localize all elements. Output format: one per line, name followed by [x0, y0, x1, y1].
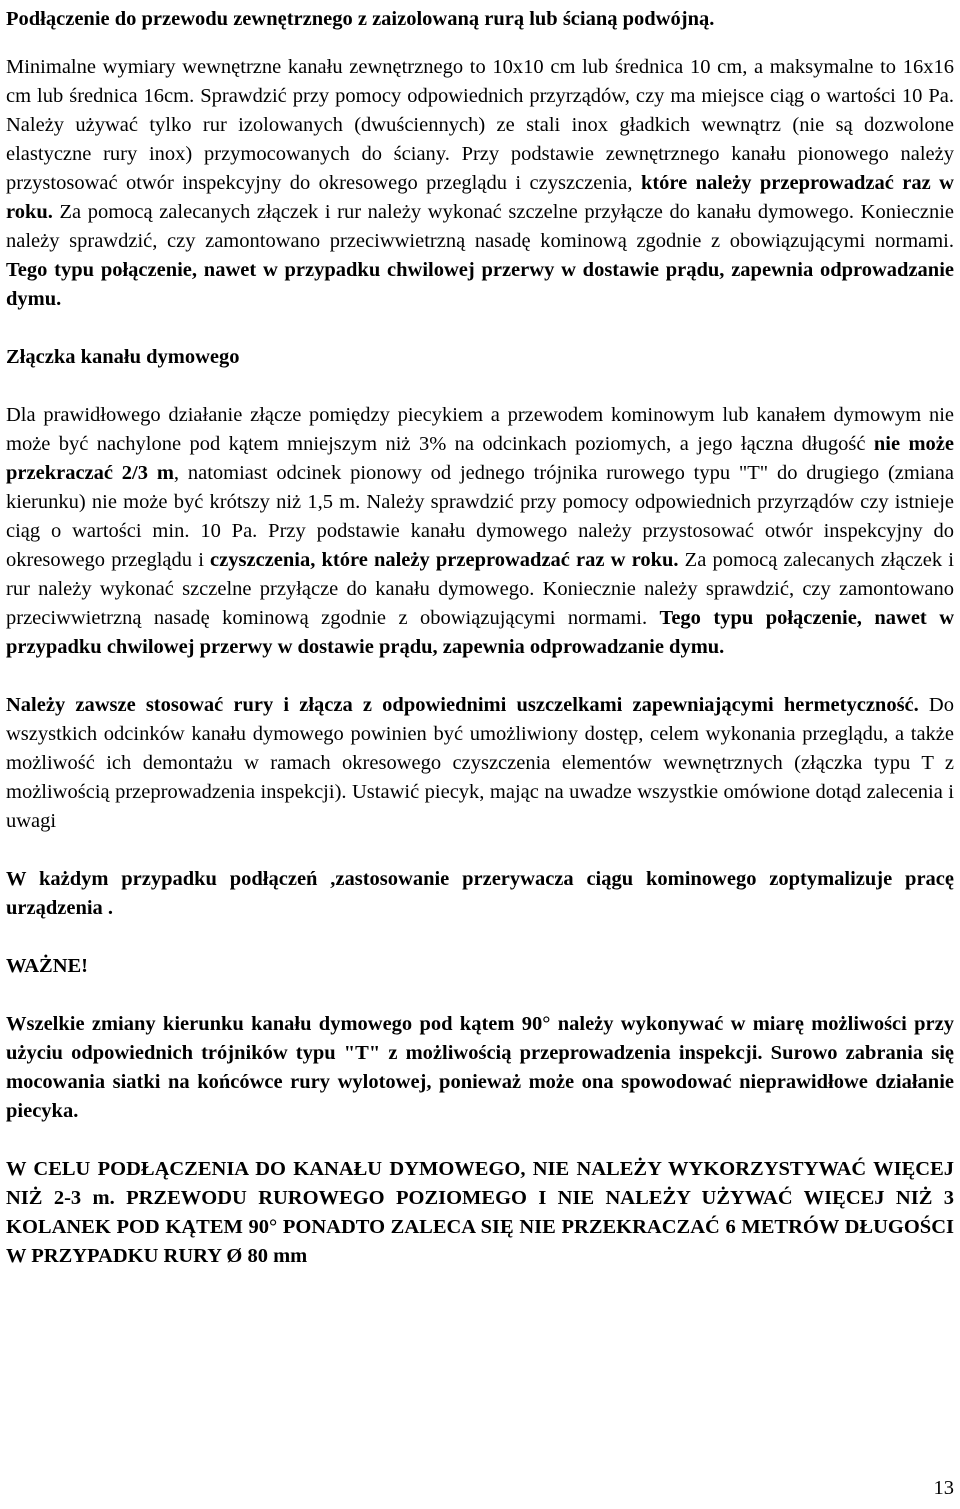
text-run: Za pomocą zalecanych złączek i rur należy wykonać szczelne przyłącze do kanału dymowego. Koniecznie należy sprawdzić, czy zamontowano przeciwwietrzną nasadę kominową zgodnie z obowiązującymi normami. — [6, 549, 954, 629]
text-run: Do wszystkich odcinków kanału dymowego powinien być umożliwiony dostęp, celem wykonania przeglądu, a także możliwość ich demontażu w ramach okresowego czyszczenia elementów wewnętrznych (złączka typu T z możliwością przeprowadzenia inspekcji). Ustawić piecyk, mając na uwadze wszystkie omówione dotąd zalecenia i uwagi — [6, 694, 954, 832]
bold-run: Należy zawsze stosować rury i złącza z odpowiednimi uszczelkami zapewniającymi hermetyczność. — [6, 694, 919, 716]
paragraph-external-flue — [6, 53, 954, 314]
text-run: Dla prawidłowego działanie złącze pomiędzy piecykiem a przewodem kominowym lub kanałem dymowym nie może być nachylone pod kątem mniejszym niż 3% na odcinkach poziomych, a jego łączna długość — [6, 404, 954, 455]
text-run: Za pomocą zalecanych złączek i rur należy wykonać szczelne przyłącze do kanału dymowego. Koniecznie należy sprawdzić, czy zamontowano przeciwwietrzną nasadę kominową zgodnie z obowiązującymi normami. — [6, 201, 954, 252]
text-run: Minimalne wymiary wewnętrzne kanału zewnętrznego to 10x10 cm lub średnica 10 cm, a maksymalne to 16x16 cm lub średnica 16cm. Sprawdzić przy pomocy odpowiednich przyrządów, czy ma miejsce ciąg o wartości 10 Pa. Należy używać tylko rur izolowanych (dwuściennych) ze stali inox gładkich wewnątrz (nie są dozwolone elastyczne rury inox) przymocowanych do ściany. Przy podstawie zewnętrznego kanału pionowego należy przystosować otwór inspekcyjny do okresowego przeglądu i czyszczenia, — [6, 56, 954, 194]
bold-run: Tego typu połączenie, nawet w przypadku chwilowej przerwy w dostawie prądu, zapewnia odprowadzanie dymu. — [6, 607, 955, 658]
bold-run: Tego typu połączenie, nawet w przypadku chwilowej przerwy w dostawie prądu, zapewnia odprowadzanie dymu. — [6, 259, 954, 310]
page-number: 13 — [933, 1477, 954, 1499]
paragraph-flue-connector — [6, 401, 954, 662]
text-run: , natomiast odcinek pionowy od jednego trójnika rurowego typu "T" do drugiego (zmiana kierunku) nie może być krótszy niż 1,5 m. Należy sprawdzić przy pomocy odpowiednich przyrządów czy istnieje ciąg o wartości min. 10 Pa. Przy podstawie kanału dymowego należy przystosować otwór inspekcyjny do okresowego przeglądu i — [6, 462, 954, 571]
section-title: Podłączenie do przewodu zewnętrznego z zaizolowaną rurą lub ścianą podwójną. — [6, 8, 715, 30]
paragraph-seals — [6, 691, 954, 836]
paragraph-draught-breaker: W każdym przypadku podłączeń ,zastosowanie przerywacza ciągu kominowego zoptymalizuje pracę urządzenia . — [6, 868, 954, 919]
document-page — [6, 5, 954, 1271]
section-heading-flue-connector: Złączka kanału dymowego — [6, 346, 240, 368]
bold-run: czyszczenia, które należy przeprowadzać raz w roku. — [210, 549, 679, 571]
bold-run: nie może przekraczać 2/3 m — [6, 433, 954, 484]
warning-label: WAŻNE! — [6, 955, 89, 977]
bold-run: które należy przeprowadzać raz w roku. — [6, 172, 954, 223]
paragraph-uppercase-limits: W CELU PODŁĄCZENIA DO KANAŁU DYMOWEGO, NIE NALEŻY WYKORZYSTYWAĆ WIĘCEJ NIŻ 2-3 m. PRZEWODU RUROWEGO POZIOMEGO I NIE NALEŻY UŻYWAĆ WIĘCEJ NIŻ 3 KOLANEK POD KĄTEM 90° PONADTO ZALECA SIĘ NIE PRZEKRACZAĆ 6 METRÓW DŁUGOŚCI W PRZYPADKU RURY Ø 80 mm — [6, 1158, 954, 1267]
paragraph-warning-bends: Wszelkie zmiany kierunku kanału dymowego pod kątem 90° należy wykonywać w miarę możliwości przy użyciu odpowiednich trójników typu "T" z możliwością przeprowadzenia inspekcji. Surowo zabrania się mocowania siatki na końcówce rury wylotowej, ponieważ może ona spowodować nieprawidłowe działanie piecyka. — [6, 1013, 954, 1122]
